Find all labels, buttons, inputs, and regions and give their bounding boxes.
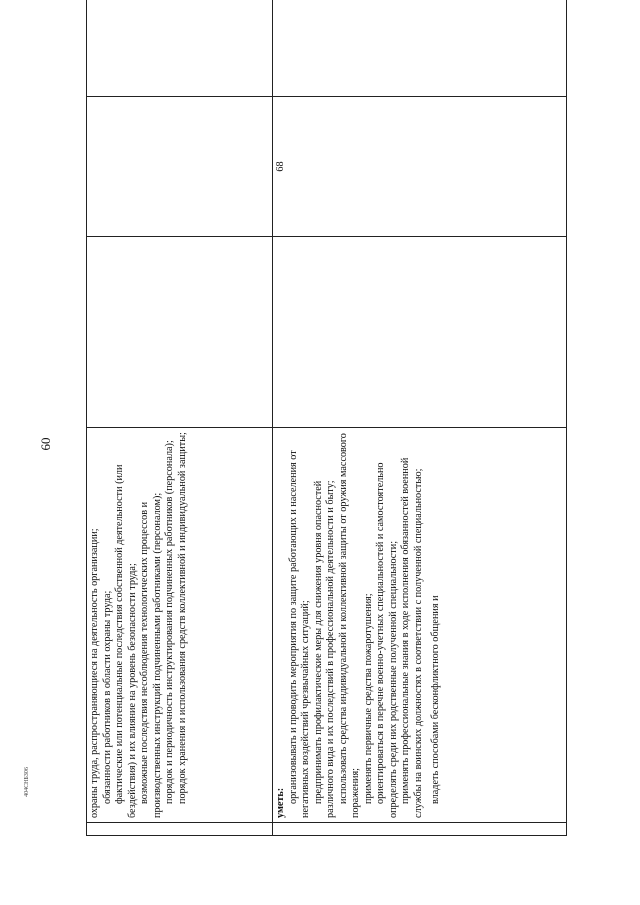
rotated-table-container bbox=[86, 36, 566, 836]
empty-cell bbox=[87, 0, 273, 97]
knowledge-line: фактические или потенциальные последствия собственной деятельности (или бездействия) и их влияние на уровень безопасности труда; bbox=[114, 464, 138, 818]
index-cell-upper bbox=[87, 823, 273, 836]
knowledge-line: порядок хранения и использования средств коллективной и индивидуальной защиты; bbox=[176, 432, 188, 804]
empty-cell bbox=[87, 97, 273, 237]
hours-value: 68 bbox=[275, 161, 286, 172]
knowledge-line: обязанности работников в области охраны труда; bbox=[101, 590, 113, 804]
skills-line: владеть способами бесконфликтного общения и bbox=[429, 595, 441, 804]
page-number: 60 bbox=[38, 437, 53, 451]
skills-line: применять первичные средства пожаротушения; bbox=[362, 593, 374, 804]
skills-line: использовать средства индивидуальной и коллективной защиты от оружия массового поражения; bbox=[337, 433, 362, 818]
knowledge-line: возможные последствия несоблюдения технологических процессов и производственных инструкций подчиненными работниками (персоналом); bbox=[139, 492, 163, 818]
skills-heading: уметь: bbox=[275, 787, 286, 818]
index-cell-lower bbox=[273, 823, 567, 836]
knowledge-line: порядок и периодичность инструктирования подчиненных работников (персонала); bbox=[164, 440, 176, 804]
footer-code: 404СНБЗ06 bbox=[24, 767, 30, 797]
skills-line: организовывать и проводить мероприятия по защите работающих и населения от негативных воздействий чрезвычайных ситуаций; bbox=[287, 450, 312, 818]
table-row-lower bbox=[273, 0, 567, 836]
empty-cell bbox=[273, 237, 567, 428]
curriculum-table bbox=[86, 0, 567, 836]
empty-cell bbox=[87, 237, 273, 428]
table-row-upper bbox=[87, 0, 273, 836]
skills-line: применять профессиональные знания в ходе исполнения обязанностей военной службы на воинских должностях в соответствии с полученной специальностью; bbox=[400, 457, 425, 818]
hours-cell bbox=[273, 97, 567, 237]
skills-cell bbox=[273, 428, 567, 823]
empty-cell bbox=[273, 0, 567, 97]
knowledge-line: охраны труда, распространяющиеся на деятельность организации; bbox=[89, 528, 100, 818]
skills-line: ориентироваться в перечне военно-учетных специальностей и самостоятельно определять среди них родственные полученной специальности; bbox=[375, 462, 399, 818]
knowledge-cell bbox=[87, 428, 273, 823]
skills-line: предпринимать профилактические меры для снижения уровня опасностей различного вида и их последствий в профессиональной деятельности и быту; bbox=[312, 480, 337, 818]
